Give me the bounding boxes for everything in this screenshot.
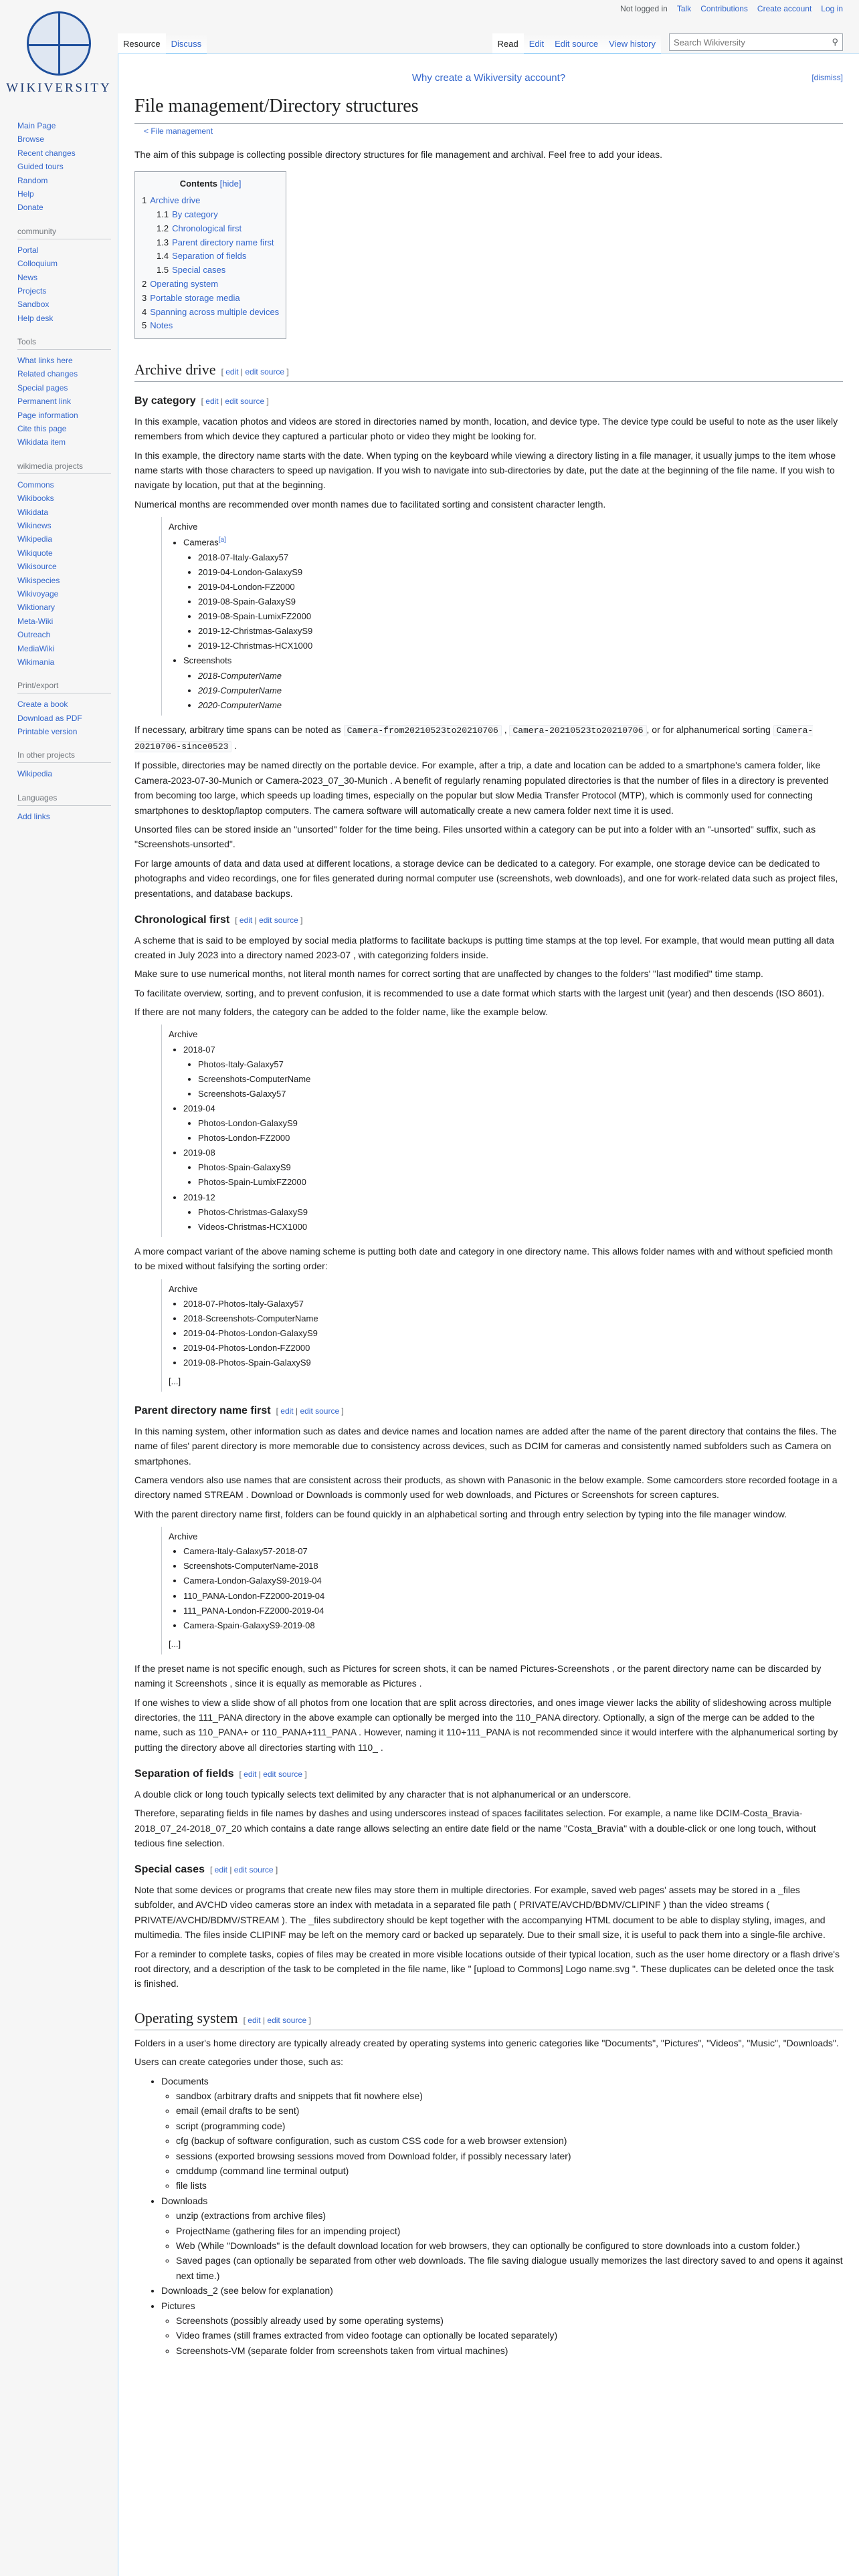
list-item: • Pictures ◦ Screenshots (possibly already used by some operating systems) ◦ Video frames (still frames extracted from video footage can optionally be located separately) ◦ Screenshots-VM (separate folder from screenshots taken from virtual machines): [161, 2298, 843, 2359]
sidebar-item[interactable]: Wikidata item: [17, 437, 66, 447]
sidebar-heading: Tools: [17, 337, 111, 350]
paragraph: A double click or long touch typically selects text delimited by any character that is not alphanumerical or an underscore.: [134, 1788, 632, 1800]
tree-item: • 2019-08-Spain-LumixFZ2000: [198, 609, 836, 624]
toc-number: 2: [142, 278, 147, 289]
sidebar-item[interactable]: Donate: [17, 203, 43, 213]
sidebar-item[interactable]: Guided tours: [17, 162, 64, 172]
sidebar-item[interactable]: Browse: [17, 134, 45, 144]
footnote-ref[interactable]: [a]: [218, 536, 226, 544]
sidebar-item[interactable]: Wikimania: [17, 657, 55, 667]
toc-label: Separation of fields: [172, 251, 247, 261]
toc-item[interactable]: [157, 265, 225, 275]
toc-item[interactable]: [157, 209, 218, 219]
directory-tree-compact: [161, 1279, 843, 1392]
sidebar-item[interactable]: News: [17, 272, 38, 282]
tree-folder: • 2019-08 • Photos-Spain-GalaxyS9 • Photos-Spain-LumixFZ2000: [183, 1146, 836, 1190]
sidebar-item[interactable]: Wikidata: [17, 507, 49, 517]
sidebar: [0, 119, 118, 835]
sidebar-item[interactable]: Wiktionary: [17, 603, 56, 613]
sidebar-item[interactable]: Wikipedia: [17, 534, 53, 544]
sidebar-heading: community: [17, 227, 111, 239]
sidebar-portal: [17, 793, 118, 823]
personal-link-2[interactable]: Contributions: [700, 4, 748, 13]
intro: The aim of this subpage is collecting possible directory structures for file management and archival. Feel free to add your ideas.: [134, 148, 663, 160]
tree-item: • Photos-Spain-GalaxyS9: [198, 1160, 836, 1175]
toc-item[interactable]: [142, 307, 279, 317]
section-archive-drive: Archive drive [ edit | edit source ]: [134, 358, 843, 382]
paragraph: With the parent directory name first, folders can be found quickly in an alphabetical sorting and through entry selection by typing into the file manager window.: [134, 1508, 787, 1519]
sidebar-heading: wikimedia projects: [17, 461, 111, 474]
paragraph: For large amounts of data and data used at different locations, a storage device can be dedicated to a category. For example, one storage device can be dedicated to photographs and video recordings, one for files generated during normal computer use (screenshots, web downloads), and one for work-related data such as project files, presentations, and database backups.: [134, 857, 838, 899]
paragraph: Note that some devices or programs that create new files may store them in multiple directories. For example, saved web pages' assets may be stored in a _files subfolder, and AVCHD video cameras store an index with metadata in a separated file path ( PRIVATE/AVCHD/BDMV/CLIPINF ) than the video streams ( PRIVATE/AVCHD/BDMV/STREAM ). The _files subdirectory should be kept together with the accompanying HTML document to be able to display styling, images, and multimedia. The files inside CLIPINF may be left on the memory card or backed up separately. Due to their small size, it is useful to pack them into a single-file archive.: [134, 1885, 826, 1941]
toc-header: [142, 177, 279, 191]
tree-item: • 111_PANA-London-FZ2000-2019-04: [183, 1604, 836, 1618]
toc-item[interactable]: [157, 237, 274, 247]
sidebar-item[interactable]: Random: [17, 175, 48, 185]
list-item: ◦ Screenshots (possibly already used by some operating systems): [176, 2313, 843, 2328]
tree-root: Archive: [169, 1531, 198, 1542]
view-tabs: [492, 33, 843, 53]
tree-root: Archive: [169, 522, 198, 532]
tab-read[interactable]: Read: [492, 33, 524, 53]
paragraph: If necessary, arbitrary time spans can be noted as Camera-from20210523to20210706 , Camera-20210523to20210706 , or for alphanumerical sorting Camera-20210706-since0523 .: [134, 724, 814, 752]
sidebar-item[interactable]: Special pages: [17, 383, 68, 393]
tree-item: • Photos-London-GalaxyS9: [198, 1116, 836, 1131]
sidebar-item[interactable]: Projects: [17, 286, 47, 296]
edit-source-link[interactable]: edit source: [263, 1769, 302, 1780]
search-icon[interactable]: ⚲: [832, 37, 838, 47]
edit-source-link[interactable]: edit source: [259, 915, 298, 925]
sidebar-portal: [17, 337, 118, 449]
list-item: ◦ script (programming code): [176, 2119, 843, 2133]
tree-item: • Camera-Spain-GalaxyS9-2019-08: [183, 1618, 836, 1633]
sidebar-item[interactable]: Wikipedia: [17, 769, 53, 779]
tree-item: • 2018-ComputerName: [198, 669, 836, 683]
directory-tree-parent-first: [161, 1527, 843, 1654]
tree-item: • 2019-04-London-GalaxyS9: [198, 565, 836, 580]
paragraph: Camera vendors also use names that are consistent across their products, as shown with Panasonic in the below example. Some camcorders store recorded footage in a directory named STREAM . Download or Downloads is commonly used for web downloads, and Pictures or Screenshots for screen captures.: [134, 1474, 838, 1501]
toc-item[interactable]: [157, 223, 242, 233]
list-item: • Downloads_2 (see below for explanation): [161, 2283, 843, 2298]
directory-tree-by-category: [161, 517, 843, 716]
sidebar-item[interactable]: MediaWiki: [17, 643, 55, 653]
tab-resource[interactable]: Resource: [118, 33, 166, 53]
tree-item: • Photos-Spain-LumixFZ2000: [198, 1175, 836, 1190]
sidebar-item[interactable]: Main Page: [17, 121, 56, 130]
section-special-cases: Special cases [ edit | edit source ]: [134, 1864, 278, 1876]
site-logo[interactable]: [0, 0, 118, 107]
list-item: ◦ sessions (exported browsing sessions moved from Download folder, if possibly necessary later): [176, 2149, 843, 2163]
tree-folder: • Cameras[a] • 2018-07-Italy-Galaxy57 • 2019-04-London-GalaxyS9 • 2019-04-London-FZ2000 • 2019-08-Spain-GalaxyS9 • 2019-08-Spain-LumixFZ2000 • 2019-12-Christmas-GalaxyS9 • 2019-12-Christmas-HCX1000: [183, 534, 836, 653]
list-item: ◦ Video frames (still frames extracted from video footage can optionally be located separately): [176, 2328, 843, 2343]
section-operating-system: Operating system [ edit | edit source ]: [134, 2006, 843, 2030]
section-chronological-first: Chronological first [ edit | edit source ]: [134, 914, 303, 926]
tree-item: • 2020-ComputerName: [198, 698, 836, 713]
tab-discuss[interactable]: Discuss: [166, 33, 207, 53]
edit-source-link[interactable]: edit source: [267, 2015, 307, 2025]
list-item: ◦ ProjectName (gathering files for an impending project): [176, 2224, 843, 2238]
edit-section-link[interactable]: edit: [280, 1406, 294, 1416]
tree-item: • Camera-Italy-Galaxy57-2018-07: [183, 1544, 836, 1559]
tree-ellipsis: [...]: [169, 1638, 181, 1649]
tree-item: • 2019-08-Photos-Spain-GalaxyS9: [183, 1356, 836, 1370]
list-item: ◦ sandbox (arbitrary drafts and snippets that fit nowhere else): [176, 2088, 843, 2103]
toc-label: Spanning across multiple devices: [150, 306, 280, 317]
tree-folder: • 2019-04 • Photos-London-GalaxyS9 • Photos-London-FZ2000: [183, 1101, 836, 1146]
paragraph: Therefore, separating fields in file names by dashes and using underscores instead of spaces facilitates selection. For example, a name like DCIM-Costa_Bravia-2018_07_24-2018_07_20 which contains a date range allows selecting an entire date field or the name "Costa_Bravia" with a double-click or one long touch, without tedious fine selection.: [134, 1808, 816, 1849]
sidebar-heading: Languages: [17, 793, 111, 806]
list-item: • Downloads ◦ unzip (extractions from archive files) ◦ ProjectName (gathering files for an impending project) ◦ Web (While "Downloads" is the default download location for web browsers, they can optionally be configured to store downloads into a custom folder.) ◦ Saved pages (can optionally be separated from other web downloads. The file saving dialogue usually memorizes the last directory saved to and opens it against next time.): [161, 2193, 843, 2283]
toc-title: Contents: [179, 179, 218, 189]
sidebar-portal: [17, 119, 118, 215]
tree-item: • 2019-ComputerName: [198, 683, 836, 698]
paragraph: A more compact variant of the above naming scheme is putting both date and category in one directory name. This allows folder names with and without speficied month to be mixed without falsifying the sorting order:: [134, 1245, 834, 1272]
tree-item: • Photos-Italy-Galaxy57: [198, 1057, 836, 1072]
list-item: • Documents ◦ sandbox (arbitrary drafts and snippets that fit nowhere else) ◦ email (email drafts to be sent) ◦ script (programming code) ◦ cfg (backup of software configuration, such as custom CSS code for a web browser extension) ◦ sessions (exported browsing sessions moved from Download folder, if possibly necessary later) ◦ cmddump (command line terminal output) ◦ file lists: [161, 2074, 843, 2193]
page-title: File management/Directory structures: [134, 92, 843, 124]
sidebar-item[interactable]: Wikiquote: [17, 548, 53, 558]
personal-link-0: Not logged in: [620, 4, 668, 13]
namespace-tabs: [118, 33, 207, 53]
breadcrumb[interactable]: < File management: [144, 126, 213, 136]
toc-label: Archive drive: [150, 195, 201, 206]
tree-item: • Photos-Christmas-GalaxyS9: [198, 1205, 836, 1220]
directory-tree-chronological: [161, 1025, 843, 1237]
table-of-contents: [134, 171, 286, 339]
edit-section-link[interactable]: edit: [214, 1865, 227, 1875]
edit-source-link[interactable]: edit source: [245, 367, 285, 377]
paragraph: Numerical months are recommended over month names due to facilitated sorting and consistent character length.: [134, 498, 606, 510]
sidebar-item[interactable]: Colloquium: [17, 259, 58, 269]
paragraph: In this naming system, other information such as dates and device names and location names are added after the name of the parent directory that contains the files. The name of files' parent directory is more memorable due to consistency across devices, such as DCIM for cameras and consistently named subfolders such as Camera on smartphones.: [134, 1425, 837, 1467]
os-folder-list: [161, 2074, 843, 2358]
tree-item: • 110_PANA-London-FZ2000-2019-04: [183, 1589, 836, 1604]
tree-item: • Screenshots-ComputerName: [198, 1072, 836, 1087]
toc-label: Special cases: [172, 265, 226, 276]
sidebar-item[interactable]: Portal: [17, 245, 39, 255]
personal-link-1[interactable]: Talk: [676, 4, 692, 13]
personal-tools: [620, 4, 843, 13]
search-input[interactable]: [674, 37, 832, 47]
toc-item[interactable]: [142, 293, 240, 303]
toc-number: 1.3: [157, 237, 169, 247]
tree-folder: • Screenshots • 2018-ComputerName • 2019-ComputerName • 2020-ComputerName: [183, 653, 836, 712]
sidebar-item[interactable]: Wikisource: [17, 562, 57, 572]
sidebar-item[interactable]: Download as PDF: [17, 713, 82, 723]
tree-item: • 2019-08-Spain-GalaxyS9: [198, 595, 836, 609]
sidebar-item[interactable]: Recent changes: [17, 148, 76, 158]
tree-folder: • 2019-12 • Photos-Christmas-GalaxyS9 • Videos-Christmas-HCX1000: [183, 1190, 836, 1235]
tree-folder: • 2018-07 • Photos-Italy-Galaxy57 • Screenshots-ComputerName • Screenshots-Galaxy57: [183, 1043, 836, 1101]
toc-number: 1.1: [157, 209, 169, 219]
sidebar-item[interactable]: Sandbox: [17, 300, 50, 310]
sidebar-item[interactable]: Commons: [17, 479, 54, 490]
paragraph: If possible, directories may be named directly on the portable device. For example, after a trip, a date and location can be added to a smartphone's camera folder, like Camera-2023-07-30-Munich or Camera-2023_07_30-Munich . A benefit of regularly renaming populated directories is that the number of files in a directory is prevented from becoming too large, which speeds up loading times, especially on the popular but slow Media Transfer Protocol (MTP), which is commonly used for connecting smartphones to desktop/laptop computers. The camera software will automatically create a new camera folder next time it is used.: [134, 760, 829, 816]
sidebar-item[interactable]: Related changes: [17, 369, 78, 379]
main-content: [118, 53, 859, 2576]
toc-label: Operating system: [150, 278, 219, 289]
sidebar-item[interactable]: Create a book: [17, 700, 68, 710]
edit-section-link[interactable]: edit: [225, 367, 239, 377]
list-item: ◦ file lists: [176, 2178, 843, 2193]
toc-label: Notes: [150, 320, 173, 331]
list-item: ◦ Web (While "Downloads" is the default download location for web browsers, they can optionally be configured to store downloads into a custom folder.): [176, 2238, 843, 2253]
list-item: ◦ email (email drafts to be sent): [176, 2103, 843, 2118]
paragraph: A scheme that is said to be employed by social media platforms to facilitate backups is putting time stamps at the top level. For example, that would mean putting all data created in July 2023 into a directory named 2023-07 , with categorizing folders inside.: [134, 934, 834, 960]
sidebar-item[interactable]: Wikinews: [17, 520, 52, 530]
paragraph: If there are not many folders, the category can be added to the folder name, like the example below.: [134, 1006, 548, 1018]
paragraph: Make sure to use numerical months, not literal month names for correct sorting that are unaffected by changes to the folders' "last modified" time stamp.: [134, 968, 763, 980]
paragraph: To facilitate overview, sorting, and to prevent confusion, it is recommended to use a date format which starts with the largest unit (year) and then descends (ISO 8601).: [134, 987, 825, 998]
paragraph: Unsorted files can be stored inside an "unsorted" folder for the time being. Files unsorted within a category can be put into a folder with an "-unsorted" suffix, such as "Screenshots-unsorted".: [134, 823, 816, 850]
toc-number: 1.5: [157, 265, 169, 276]
tree-item: • 2019-12-Christmas-HCX1000: [198, 639, 836, 653]
sidebar-item[interactable]: Help desk: [17, 313, 54, 323]
toc-item[interactable]: [142, 195, 200, 205]
section-separation-of-fields: Separation of fields [ edit | edit source ]: [134, 1768, 307, 1780]
tree-item: • 2018-07-Italy-Galaxy57: [198, 550, 836, 565]
sidebar-item[interactable]: Printable version: [17, 727, 78, 737]
edit-section-link[interactable]: edit: [248, 2015, 261, 2025]
paragraph: If one wishes to view a slide show of all photos from one location that are split across directories, and ones image viewer lacks the ability of slideshowing across multiple directories, the 111_PANA directory in the above example can optionally be merged into the 110_PANA directory. Optionally, a sign of the merge can be added to the name, such as 110_PANA+ or 110_PANA+111_PANA . However, naming it 110+111_PANA is not recommended since it would interfere with the alphanumerical sorting by putting the directory above all directories starting with 110_ .: [134, 1697, 838, 1753]
tree-item: • 2019-12-Christmas-GalaxyS9: [198, 624, 836, 639]
personal-link-3[interactable]: Create account: [757, 4, 812, 13]
list-item: ◦ Screenshots-VM (separate folder from screenshots taken from virtual machines): [176, 2343, 843, 2358]
sidebar-portal: [17, 227, 118, 325]
sidebar-item[interactable]: Wikivoyage: [17, 588, 59, 599]
toc-label: Chronological first: [172, 223, 242, 233]
section-by-category: By category [ edit | edit source ]: [134, 395, 269, 407]
toc-number: 5: [142, 320, 147, 331]
tree-item: • 2019-04-London-FZ2000: [198, 580, 836, 595]
sidebar-item[interactable]: Wikispecies: [17, 575, 60, 585]
paragraph: In this example, the directory name starts with the date. When typing on the keyboard while viewing a directory listing in a file manager, it usually jumps to the item whose name starts with those characters to speed up navigation. If you wish to navigate into sub-directories by date, put the date at the beginning of the file name. If you wish to navigate by location, put that at the beginning.: [134, 449, 836, 491]
paragraph: If the preset name is not specific enough, such as Pictures for screen shots, it can be named Pictures-Screenshots , or the parent directory name can be discarded by naming it Screenshots , since it is equally as memorable as Pictures .: [134, 1662, 822, 1689]
sidebar-heading: In other projects: [17, 750, 111, 763]
toc-number: 1.2: [157, 223, 169, 233]
list-item: ◦ cmddump (command line terminal output): [176, 2163, 843, 2178]
sitenotice-link[interactable]: Why create a Wikiversity account?: [411, 72, 566, 84]
list-item: ◦ Saved pages (can optionally be separated from other web downloads. The file saving dialogue usually memorizes the last directory saved to and opens it against next time.): [176, 2253, 843, 2283]
tree-item: • Videos-Christmas-HCX1000: [198, 1220, 836, 1235]
sidebar-item[interactable]: Help: [17, 189, 34, 199]
globe-logo-icon: [27, 11, 91, 76]
sidebar-portal: [17, 681, 118, 738]
tab-edit[interactable]: Edit: [524, 33, 549, 53]
tree-root: Archive: [169, 1283, 198, 1294]
tree-item: • Screenshots-Galaxy57: [198, 1087, 836, 1101]
edit-section-link[interactable]: edit: [205, 397, 219, 407]
sidebar-item[interactable]: Page information: [17, 410, 78, 420]
toc-number: 1.4: [157, 251, 169, 261]
toc-number: 3: [142, 292, 147, 303]
tree-item: • 2018-07-Photos-Italy-Galaxy57: [183, 1297, 836, 1311]
toc-label: Portable storage media: [150, 292, 240, 303]
tree-item: • 2019-04-Photos-London-GalaxyS9: [183, 1326, 836, 1341]
sidebar-item[interactable]: Wikibooks: [17, 494, 54, 504]
sidebar-portal: [17, 461, 118, 669]
edit-section-link[interactable]: edit: [239, 915, 253, 925]
tree-item: • Photos-London-FZ2000: [198, 1131, 836, 1146]
paragraph: In this example, vacation photos and videos are stored in directories named by month, location, and device type. The device type could be useful to note as the user likely remembers from which device they captured a particular photo or video they might be looking for.: [134, 415, 838, 442]
sidebar-item[interactable]: Permanent link: [17, 397, 72, 407]
section-parent-directory-first: Parent directory name first [ edit | edit source ]: [134, 1405, 344, 1417]
site-wordmark: WIKIVERSITY: [6, 81, 112, 95]
paragraph: Users can create categories under those, such as:: [134, 2056, 344, 2068]
toc-label: By category: [172, 209, 218, 219]
tree-ellipsis: [...]: [169, 1376, 181, 1387]
sidebar-item[interactable]: What links here: [17, 356, 73, 366]
sidebar-item[interactable]: Add links: [17, 811, 50, 821]
tree-root: Archive: [169, 1029, 198, 1040]
toc-number: 4: [142, 306, 147, 317]
dismiss-link[interactable]: [dismiss]: [812, 73, 843, 82]
search-box[interactable]: [669, 33, 843, 51]
edit-section-link[interactable]: edit: [244, 1769, 257, 1780]
toc-label: Parent directory name first: [172, 237, 274, 247]
edit-source-link[interactable]: edit source: [300, 1406, 340, 1416]
sidebar-portal: [17, 750, 118, 780]
toc-number: 1: [142, 195, 147, 206]
toc-item[interactable]: [157, 251, 246, 261]
edit-source-link[interactable]: edit source: [233, 1865, 274, 1875]
sidebar-item[interactable]: Meta-Wiki: [17, 616, 54, 626]
sidebar-heading: Print/export: [17, 681, 111, 693]
edit-source-link[interactable]: edit source: [225, 397, 265, 407]
tab-view-history[interactable]: View history: [603, 33, 661, 53]
list-item: ◦ unzip (extractions from archive files): [176, 2208, 843, 2223]
tree-item: • 2018-Screenshots-ComputerName: [183, 1311, 836, 1326]
paragraph: For a reminder to complete tasks, copies of files may be created in more visible locations outside of their typical location, such as the user home directory or a flash drive's root directory, and a description of the task to be completed in the file name, like " [upload to Commons] Logo name.svg ". These duplicates can be deleted once the task is finished.: [134, 1948, 840, 1990]
tab-edit-source[interactable]: Edit source: [549, 33, 603, 53]
sidebar-item[interactable]: Cite this page: [17, 424, 67, 434]
personal-link-4[interactable]: Log in: [821, 4, 843, 13]
tree-item: • Camera-London-GalaxyS9-2019-04: [183, 1574, 836, 1588]
tree-item: • Screenshots-ComputerName-2018: [183, 1559, 836, 1574]
toc-item[interactable]: [142, 320, 173, 330]
toc-item[interactable]: [142, 279, 218, 289]
paragraph: Folders in a user's home directory are typically already created by operating systems into generic categories like "Documents", "Pictures", "Videos", "Music", "Downloads".: [134, 2037, 839, 2048]
sidebar-item[interactable]: Outreach: [17, 630, 51, 640]
list-item: ◦ cfg (backup of software configuration, such as custom CSS code for a web browser extension): [176, 2133, 843, 2148]
toc-hide-link[interactable]: [hide]: [219, 179, 242, 189]
tree-item: • 2019-04-Photos-London-FZ2000: [183, 1341, 836, 1356]
